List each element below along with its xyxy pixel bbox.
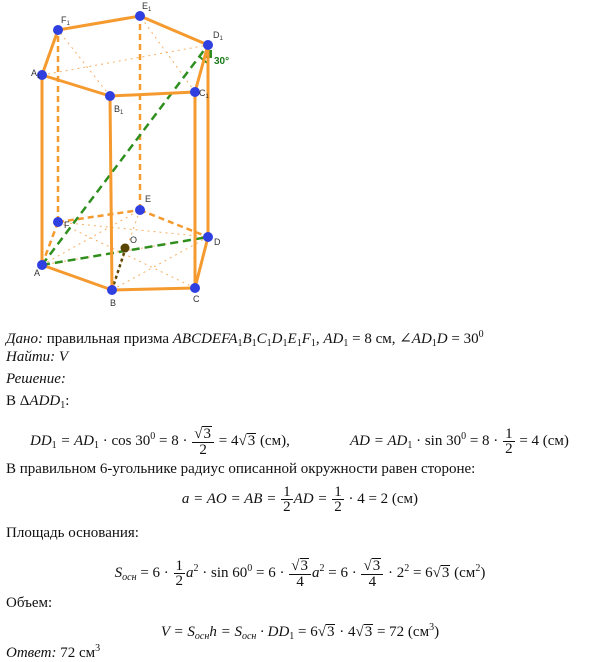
edge-FE bbox=[58, 210, 140, 222]
label-C: C bbox=[193, 294, 200, 304]
top-face bbox=[42, 16, 208, 96]
edge-ED bbox=[140, 210, 208, 237]
vertex-E1 bbox=[135, 11, 145, 21]
answer-line: Ответ: 72 $см^3$ bbox=[6, 643, 101, 661]
vertex-D1 bbox=[203, 40, 213, 50]
triangle-line: В $\Delta ADD_1$: bbox=[6, 393, 70, 411]
label-D: D bbox=[214, 237, 221, 247]
vertex-F1 bbox=[53, 25, 63, 35]
given-line: Дано: правильная призма $ABCDEFA_1B_1C_1D_1E_1F_1$, $AD_1 = 8$ см, $\angle AD_1D = 30^0$ bbox=[6, 329, 484, 349]
edge-AF bbox=[42, 222, 58, 265]
base-area-label: Площадь основания: bbox=[6, 525, 139, 541]
formula-s: $S_{осн} = 6$ · $\frac{1}{2}$ $a^2 \cdot \sin 60^0 = 6$ · $\frac{√3}{4}$ $a^2 = 6$ · $\frac{√3}{4}$ · $2^2 = 6√3$ $(см^2)$ bbox=[114, 558, 486, 591]
edge-BB1 bbox=[110, 96, 112, 290]
solution-label: Решение: bbox=[6, 371, 66, 387]
label-F: F bbox=[64, 220, 70, 230]
find-line: Найти: V bbox=[6, 349, 69, 365]
label-B: B bbox=[110, 298, 117, 308]
angle-label: 30° bbox=[214, 56, 230, 67]
vertex-F bbox=[53, 217, 63, 227]
vertex-B1 bbox=[105, 91, 115, 101]
formula-ad: AD = $AD_1 \cdot \sin 30^0 = 8$ · $\frac{1}{2}$ = 4 (см) bbox=[350, 426, 569, 458]
vertex-E bbox=[135, 205, 145, 215]
label-D1: $D_1$ bbox=[213, 30, 223, 42]
vertex-O bbox=[121, 244, 130, 253]
label-E: E bbox=[145, 194, 152, 204]
label-A: A bbox=[34, 268, 41, 278]
label-E1: $E_1$ bbox=[142, 1, 152, 13]
vertex-B bbox=[107, 285, 117, 295]
vertex-D bbox=[203, 232, 213, 242]
formula-dd1: $DD_1 = AD_1 \cdot \cos 30^0 = 8$ · $\frac{√3}{2}$ = 4√3 (см), bbox=[30, 426, 290, 459]
prism-figure bbox=[0, 0, 600, 320]
diagonal-AD1 bbox=[42, 45, 208, 265]
volume-label: Объем: bbox=[6, 595, 53, 611]
vertex-C bbox=[190, 283, 200, 293]
label-F1: $F_1$ bbox=[61, 15, 70, 27]
formula-a: a = AO = AB = $\frac{1}{2}$ AD = $\frac{1}{2}$ · 4 = 2 (см) bbox=[181, 484, 419, 516]
label-C1: $C_1$ bbox=[199, 88, 209, 100]
hexagon-line: В правильном 6-угольнике радиус описанной окружности равен стороне: bbox=[6, 461, 476, 477]
label-A1: $A_1$ bbox=[31, 68, 41, 80]
label-O: O bbox=[130, 235, 138, 245]
label-B1: $B_1$ bbox=[114, 104, 124, 116]
formula-v: $V = S_{осн}h = S_{осн} \cdot DD_1 = 6√3 \cdot 4√3 = 72$ $(см^3)$ bbox=[160, 622, 440, 642]
